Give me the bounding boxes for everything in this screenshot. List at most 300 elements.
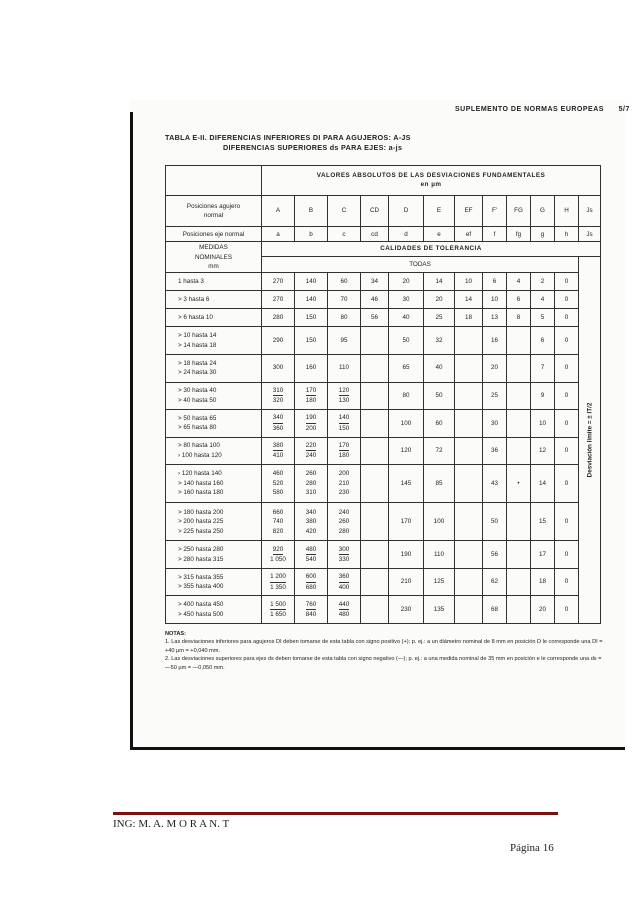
value-line: 740	[272, 518, 284, 525]
value-line: 150	[338, 424, 350, 432]
value-cell: 4	[507, 273, 531, 291]
value-line: 130	[338, 397, 350, 405]
value-line: 200	[305, 424, 317, 432]
value-cell	[328, 382, 361, 410]
value-cell	[295, 503, 328, 541]
value-cell: 4	[531, 291, 555, 309]
value-cell: 85	[424, 465, 455, 503]
value-cell	[328, 503, 361, 541]
size-cell	[166, 410, 262, 438]
value-cell: 280	[262, 309, 295, 327]
value-line: 170	[339, 441, 350, 452]
size-line: > 315 hasta 355	[178, 573, 224, 581]
value-cell: 0	[555, 354, 579, 382]
value-cell	[455, 354, 483, 382]
hole-position-cell: G	[531, 195, 555, 227]
value-cell: 14	[455, 291, 483, 309]
value-line: 480	[306, 545, 317, 556]
all-qualities-label: TODAS	[262, 257, 579, 273]
value-cell: 145	[389, 465, 424, 503]
value-cell: 100	[389, 410, 424, 438]
value-line: 280	[338, 527, 350, 535]
value-cell	[262, 503, 295, 541]
value-cell: 0	[555, 309, 579, 327]
value-line: 320	[272, 397, 284, 405]
size-cell	[166, 382, 262, 410]
size-line: > 140 hasta 160	[178, 479, 224, 487]
value-cell	[262, 437, 295, 465]
value-line: 340	[273, 413, 284, 424]
value-cell: 30	[483, 410, 507, 438]
limit-deviation-cell	[579, 257, 601, 624]
tolerance-table	[165, 165, 601, 624]
size-line: > 280 hasta 315	[178, 555, 224, 563]
value-cell: 32	[424, 327, 455, 355]
size-line: > 250 hasta 280	[178, 546, 224, 554]
value-cell: 135	[424, 596, 455, 624]
value-cell: 190	[389, 541, 424, 569]
value-cell: 0	[555, 596, 579, 624]
shaft-position-cell: a	[262, 227, 295, 242]
value-line: 360	[272, 424, 284, 432]
value-cell: 210	[389, 568, 424, 596]
value-cell: 18	[531, 568, 555, 596]
value-cell	[262, 382, 295, 410]
value-cell: 16	[483, 327, 507, 355]
shaft-position-cell: c	[328, 227, 361, 242]
value-line: 460	[272, 470, 284, 478]
title-line-2: DIFERENCIAS SUPERIORES ds PARA EJES: a-js	[223, 143, 403, 152]
size-cell: 1 hasta 3	[166, 273, 262, 291]
footer-divider	[113, 812, 558, 815]
value-cell: 120	[389, 437, 424, 465]
table-row	[166, 596, 601, 624]
value-cell: 25	[483, 382, 507, 410]
value-cell: 30	[389, 291, 424, 309]
nominal-line-2: NOMINALES	[194, 253, 233, 261]
value-cell	[507, 410, 531, 438]
value-cell	[361, 437, 389, 465]
notes-section	[165, 630, 605, 672]
value-cell	[361, 465, 389, 503]
size-line: > 80 hasta 100	[178, 442, 220, 450]
title-line-1: TABLA E-II. DIFERENCIAS INFERIORES DI PARA AGUJEROS: A-JS	[165, 133, 411, 142]
value-cell	[328, 596, 361, 624]
value-cell: 40	[424, 354, 455, 382]
value-line: 660	[272, 508, 284, 516]
size-line: > 450 hasta 500	[178, 610, 224, 618]
value-cell: •	[507, 465, 531, 503]
size-cell	[166, 541, 262, 569]
value-cell: 125	[424, 568, 455, 596]
value-cell: 10	[455, 273, 483, 291]
value-line: 410	[272, 452, 284, 460]
hole-position-cell: F'	[483, 195, 507, 227]
value-line: 210	[338, 479, 350, 487]
value-line: 1 500	[270, 600, 286, 611]
hole-position-cell: H	[555, 195, 579, 227]
value-cell: 15	[531, 503, 555, 541]
value-cell: 0	[555, 503, 579, 541]
hole-position-cell: A	[262, 195, 295, 227]
value-cell	[328, 541, 361, 569]
value-cell	[295, 541, 328, 569]
hole-position-cell: EF	[455, 195, 483, 227]
shaft-position-cell: ef	[455, 227, 483, 242]
value-line: 1 350	[270, 583, 286, 591]
value-line: 330	[338, 556, 350, 564]
value-cell: 46	[361, 291, 389, 309]
page-code: 5/7	[618, 106, 630, 113]
value-cell: 14	[424, 273, 455, 291]
value-cell	[361, 354, 389, 382]
hole-label-line-2: normal	[203, 212, 224, 220]
limit-deviation-label: Desviación límite = ± IT/2	[585, 402, 593, 478]
shaft-position-cell: b	[295, 227, 328, 242]
value-cell	[455, 437, 483, 465]
value-cell: 0	[555, 568, 579, 596]
value-line: 480	[338, 611, 350, 619]
hole-position-cell: B	[295, 195, 328, 227]
hole-position-cell: C	[328, 195, 361, 227]
value-cell	[262, 541, 295, 569]
value-cell: 50	[483, 503, 507, 541]
value-cell	[361, 327, 389, 355]
value-line: 300	[339, 545, 350, 556]
size-line: > 50 hasta 65	[178, 414, 217, 422]
value-cell	[455, 410, 483, 438]
value-cell: 160	[295, 354, 328, 382]
table-row	[166, 354, 601, 382]
values-units: en µm	[420, 181, 442, 189]
size-cell	[166, 354, 262, 382]
value-line: 200	[338, 470, 350, 478]
hole-position-cell: CD	[361, 195, 389, 227]
value-line: 1 050	[270, 556, 286, 564]
size-line: > 225 hasta 250	[178, 527, 224, 535]
value-cell: 13	[483, 309, 507, 327]
values-header-title: VALORES ABSOLUTOS DE LAS DESVIACIONES FUNDAMENTALES	[316, 171, 546, 179]
value-cell: 8	[507, 309, 531, 327]
value-cell: 140	[295, 273, 328, 291]
value-cell: 60	[424, 410, 455, 438]
value-cell: 270	[262, 291, 295, 309]
size-line: > 30 hasta 40	[178, 387, 217, 395]
value-cell: 9	[531, 382, 555, 410]
value-line: 170	[306, 386, 317, 397]
value-cell	[262, 465, 295, 503]
table-row	[166, 327, 601, 355]
value-line: 280	[305, 479, 317, 487]
value-cell: 20	[389, 273, 424, 291]
value-line: 840	[305, 611, 317, 619]
value-cell: 18	[455, 309, 483, 327]
table-row	[166, 503, 601, 541]
value-cell	[328, 410, 361, 438]
value-cell	[507, 382, 531, 410]
value-cell: 25	[424, 309, 455, 327]
value-cell	[455, 465, 483, 503]
value-line: 920	[273, 545, 284, 556]
shaft-position-cell: d	[389, 227, 424, 242]
value-cell: 60	[328, 273, 361, 291]
value-cell: 95	[328, 327, 361, 355]
value-cell: 17	[531, 541, 555, 569]
size-cell: > 3 hasta 6	[166, 291, 262, 309]
value-cell: 0	[555, 541, 579, 569]
hole-position-cell: Js	[579, 195, 601, 227]
footer-author: ING: M. A. M O R A N. T	[113, 818, 230, 830]
value-cell	[455, 568, 483, 596]
hole-position-cell: FG	[507, 195, 531, 227]
footer-page-number: Página 16	[510, 842, 554, 854]
value-line: 520	[272, 479, 284, 487]
value-cell: 110	[424, 541, 455, 569]
value-cell: 56	[361, 309, 389, 327]
value-cell	[507, 503, 531, 541]
hole-position-cell: E	[424, 195, 455, 227]
size-cell	[166, 327, 262, 355]
note-1: 1. Las desviaciones inferiores para agujeros DI deben tomarse de esta tabla con signo positivo (+); p. ej.: a un diámetro nominal de 8 mm en posición D le corresponde una DI = +40 µm = +0,040 mm.	[165, 639, 603, 654]
hole-position-label	[166, 195, 262, 227]
value-line: 360	[339, 572, 350, 583]
nominal-size-header	[166, 242, 262, 273]
value-line: 400	[338, 583, 350, 591]
value-cell: 0	[555, 382, 579, 410]
value-cell	[361, 382, 389, 410]
value-cell: 5	[531, 309, 555, 327]
size-cell	[166, 503, 262, 541]
value-line: 1 200	[270, 572, 286, 583]
value-cell	[507, 437, 531, 465]
value-line: 310	[305, 489, 317, 497]
value-cell	[361, 596, 389, 624]
value-line: 600	[306, 572, 317, 583]
note-2: 2. Las desviaciones superiores para ejes ds deben tomarse de esta tabla con signo negativo (—); p. ej.: a una medida nominal de 35 mm en posición e le corresponde una ds = —50 µm = —0,050 mm.	[165, 656, 602, 671]
hole-label-line-1: Posiciones agujero	[186, 202, 241, 210]
value-cell: 0	[555, 465, 579, 503]
supplement-header	[455, 106, 630, 113]
value-cell: 36	[483, 437, 507, 465]
table-row	[166, 291, 601, 309]
shaft-position-cell: e	[424, 227, 455, 242]
table-row	[166, 437, 601, 465]
value-cell: 20	[483, 354, 507, 382]
value-cell: 50	[424, 382, 455, 410]
value-line: 420	[305, 527, 317, 535]
value-cell: 110	[328, 354, 361, 382]
value-cell: 43	[483, 465, 507, 503]
value-cell: 72	[424, 437, 455, 465]
value-cell: 290	[262, 327, 295, 355]
size-line: > 355 hasta 400	[178, 583, 224, 591]
value-cell: 6	[531, 327, 555, 355]
notes-heading: NOTAS:	[165, 631, 187, 637]
value-cell: 0	[555, 410, 579, 438]
value-line: 680	[305, 583, 317, 591]
value-cell: 68	[483, 596, 507, 624]
value-cell: 140	[295, 291, 328, 309]
value-line: 240	[338, 508, 350, 516]
value-cell: 10	[531, 410, 555, 438]
value-cell: 12	[531, 437, 555, 465]
shaft-position-cell: g	[531, 227, 555, 242]
value-cell: 40	[389, 309, 424, 327]
value-cell: 100	[424, 503, 455, 541]
value-cell	[507, 541, 531, 569]
size-cell	[166, 568, 262, 596]
shaft-position-cell: h	[555, 227, 579, 242]
value-cell: 7	[531, 354, 555, 382]
quality-header: CALIDADES DE TOLERANCIA	[262, 242, 601, 257]
value-line: 220	[306, 441, 317, 452]
value-line: 180	[305, 397, 317, 405]
size-line: > 65 hasta 80	[178, 424, 217, 432]
value-cell: 270	[262, 273, 295, 291]
value-line: 240	[305, 452, 317, 460]
value-line: 260	[338, 518, 350, 525]
size-line: › 100 hasta 120	[178, 451, 222, 459]
value-cell: 80	[328, 309, 361, 327]
table-row	[166, 309, 601, 327]
size-cell	[166, 437, 262, 465]
value-cell	[455, 596, 483, 624]
value-cell: 6	[507, 291, 531, 309]
value-cell	[455, 382, 483, 410]
size-cell	[166, 596, 262, 624]
value-cell: 150	[295, 309, 328, 327]
scan-border-left	[130, 112, 133, 750]
value-cell: 20	[424, 291, 455, 309]
size-line: > 10 hasta 14	[178, 332, 217, 340]
scan-border-bottom	[130, 747, 625, 750]
size-line: › 120 hasta 140	[178, 470, 222, 478]
size-line: > 18 hasta 24	[178, 359, 217, 367]
value-cell: 0	[555, 273, 579, 291]
value-cell: 0	[555, 291, 579, 309]
shaft-position-cell: cd	[361, 227, 389, 242]
table-title	[165, 133, 411, 153]
value-cell	[328, 437, 361, 465]
size-line: > 14 hasta 18	[178, 341, 217, 349]
size-line: > 200 hasta 225	[178, 518, 224, 525]
value-cell	[455, 541, 483, 569]
value-cell	[328, 465, 361, 503]
table-row	[166, 541, 601, 569]
value-cell	[361, 503, 389, 541]
value-cell: 62	[483, 568, 507, 596]
value-line: 190	[306, 413, 317, 424]
shaft-position-cell: fg	[507, 227, 531, 242]
value-cell	[295, 437, 328, 465]
nominal-line-1: MEDIDAS	[199, 244, 228, 252]
value-cell: 80	[389, 382, 424, 410]
value-line: 120	[339, 386, 350, 397]
value-cell: 10	[483, 291, 507, 309]
value-cell	[361, 541, 389, 569]
table-row	[166, 382, 601, 410]
value-cell	[295, 410, 328, 438]
size-line: > 40 hasta 50	[178, 396, 217, 404]
value-cell	[295, 596, 328, 624]
value-cell	[361, 568, 389, 596]
value-cell	[455, 503, 483, 541]
value-cell: 56	[483, 541, 507, 569]
table-row	[166, 273, 601, 291]
value-cell	[507, 327, 531, 355]
size-line: > 24 hasta 30	[178, 369, 217, 377]
value-cell: 0	[555, 327, 579, 355]
value-cell: 300	[262, 354, 295, 382]
value-line: 260	[305, 470, 317, 478]
nominal-line-3: mm	[208, 263, 219, 271]
value-cell: 170	[389, 503, 424, 541]
value-cell	[507, 568, 531, 596]
shaft-position-cell: Js	[579, 227, 601, 242]
table-row	[166, 568, 601, 596]
size-cell	[166, 465, 262, 503]
size-line: > 180 hasta 200	[178, 508, 224, 516]
value-line: 310	[273, 386, 284, 397]
value-line: 180	[338, 452, 350, 460]
value-cell	[295, 568, 328, 596]
value-cell	[507, 354, 531, 382]
value-cell	[262, 410, 295, 438]
value-cell: 2	[531, 273, 555, 291]
value-cell: 14	[531, 465, 555, 503]
value-cell	[262, 596, 295, 624]
value-cell: 0	[555, 437, 579, 465]
hole-position-cell: D	[389, 195, 424, 227]
value-cell: 230	[389, 596, 424, 624]
size-cell: > 6 hasta 10	[166, 309, 262, 327]
shaft-position-cell: f	[483, 227, 507, 242]
value-cell	[262, 568, 295, 596]
table-row	[166, 410, 601, 438]
size-line: > 160 hasta 180	[178, 489, 224, 497]
value-line: 440	[339, 600, 350, 611]
value-line: 380	[305, 518, 317, 525]
value-cell	[295, 382, 328, 410]
values-header	[262, 166, 601, 196]
table-row	[166, 465, 601, 503]
value-line: 230	[338, 489, 350, 497]
value-line: 760	[306, 600, 317, 611]
value-line: 380	[273, 441, 284, 452]
value-line: 340	[305, 508, 317, 516]
value-line: 820	[272, 527, 284, 535]
value-cell	[295, 465, 328, 503]
supplement-title: SUPLEMENTO DE NORMAS EUROPEAS	[455, 106, 604, 113]
shaft-position-label: Posiciones eje normal	[166, 227, 262, 242]
value-cell	[507, 596, 531, 624]
value-line: 1 650	[270, 611, 286, 619]
value-cell: 70	[328, 291, 361, 309]
value-cell	[361, 410, 389, 438]
value-cell: 34	[361, 273, 389, 291]
corner-cell	[166, 166, 262, 196]
value-cell: 6	[483, 273, 507, 291]
value-line: 540	[305, 556, 317, 564]
value-cell: 50	[389, 327, 424, 355]
value-cell: 65	[389, 354, 424, 382]
value-cell	[328, 568, 361, 596]
value-line: 580	[272, 489, 284, 497]
value-line: 140	[339, 413, 350, 424]
value-cell	[455, 327, 483, 355]
size-line: > 400 hasta 450	[178, 601, 224, 609]
value-cell: 150	[295, 327, 328, 355]
